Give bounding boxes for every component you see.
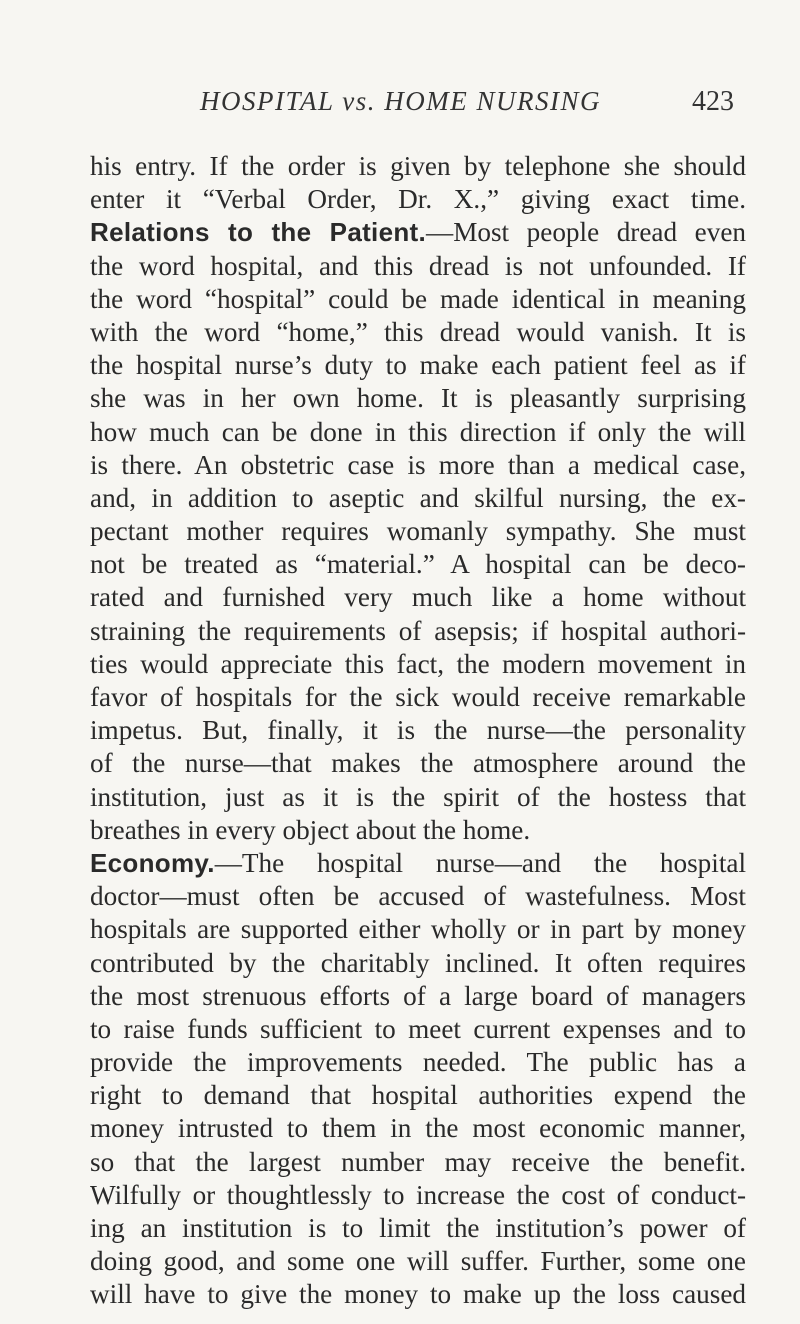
text-line: Wilfully or thoughtlessly to increase the cost of conduct- [90, 1179, 746, 1210]
page-number: 423 [692, 86, 734, 117]
text-line: Relations to the Patient.—Most people dread even [90, 217, 746, 248]
text-line: ing an institution is to limit the institution’s power of [90, 1213, 746, 1243]
text-line: she was in her own home. It is pleasantly surprising [90, 383, 746, 414]
text-line: straining the requirements of asepsis; if hospital authori- [90, 615, 746, 646]
text-line: hospitals are supported either wholly or in part by money [90, 914, 746, 945]
text-line: pectant mother requires womanly sympathy. She must [90, 516, 746, 547]
text-line: to raise funds sufficient to meet current expenses and to [90, 1013, 746, 1044]
text-line: Economy.—The hospital nurse—and the hospital [90, 847, 746, 878]
body-text [90, 150, 746, 1312]
text-line: of the nurse—that makes the atmosphere around the [90, 748, 746, 779]
text-line: the word “hospital” could be made identical in meaning [90, 283, 746, 314]
text-line: impetus. But, finally, it is the nurse—the personality [90, 715, 746, 746]
text-line: institution, just as it is the spirit of the hostess that [90, 781, 746, 812]
text-line: provide the improvements needed. The public has a [90, 1047, 746, 1078]
section-heading-relations: Relations to the Patient. [90, 217, 426, 248]
text-line: so that the largest number may receive the benefit. [90, 1146, 746, 1177]
text-line: the most strenuous efforts of a large board of managers [90, 980, 746, 1011]
text-line: the word hospital, and this dread is not unfounded. If [90, 250, 746, 281]
text-line: how much can be done in this direction if only the will [90, 416, 746, 447]
text-line: doing good, and some one will suffer. Further, some one [90, 1246, 746, 1277]
section-heading-economy: Economy. [90, 847, 215, 878]
text-line: favor of hospitals for the sick would receive remarkable [90, 682, 746, 712]
text-line: breathes in every object about the home. [90, 814, 531, 845]
text-line: ties would appreciate this fact, the modern movement in [90, 648, 746, 679]
text-line: will have to give the money to make up the loss caused [90, 1279, 746, 1310]
text-line: right to demand that hospital authorities expend the [90, 1080, 746, 1111]
running-head: HOSPITAL vs. HOME NURSING [200, 86, 601, 116]
text-line: his entry. If the order is given by telephone she should [90, 151, 746, 181]
text-line: and, in addition to aseptic and skilful nursing, the ex- [90, 482, 746, 513]
text-line: contributed by the charitably inclined. It often requires [90, 947, 746, 978]
text-line: the hospital nurse’s duty to make each patient feel as if [90, 350, 746, 381]
text-line: not be treated as “material.” A hospital can be deco- [90, 549, 746, 580]
text-line: is there. An obstetric case is more than a medical case, [90, 449, 746, 480]
text-line: doctor—must often be accused of wastefulness. Most [90, 881, 746, 912]
text-line: enter it “Verbal Order, Dr. X.,” giving exact time. [90, 184, 746, 215]
text-line: with the word “home,” this dread would vanish. It is [90, 316, 746, 347]
text-line: rated and furnished very much like a home without [90, 582, 746, 613]
text-line: money intrusted to them in the most economic manner, [90, 1113, 746, 1144]
